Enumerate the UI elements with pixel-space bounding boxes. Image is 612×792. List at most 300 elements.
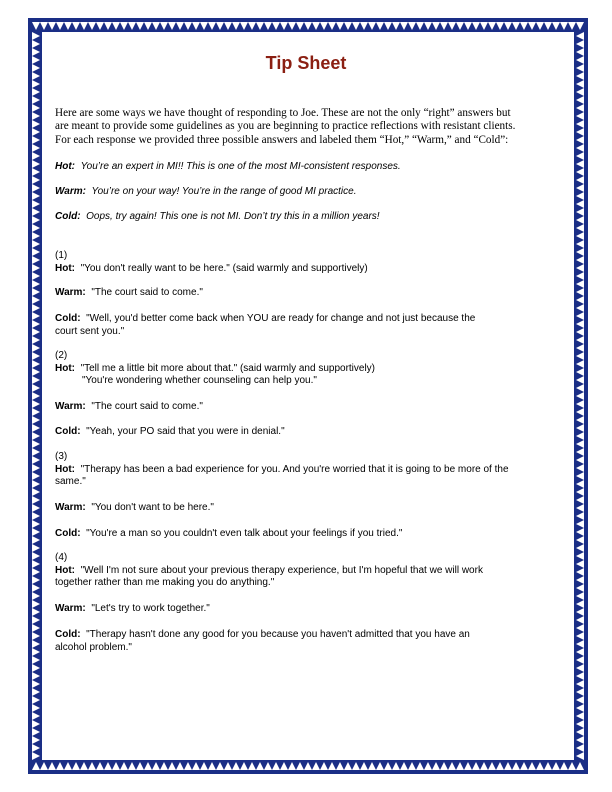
- border-triangle: [312, 22, 320, 30]
- border-triangle: [32, 184, 40, 192]
- border-triangle: [280, 762, 288, 770]
- border-triangle: [576, 728, 584, 736]
- border-triangle: [576, 456, 584, 464]
- border-triangle: [576, 224, 584, 232]
- border-triangle: [32, 112, 40, 120]
- border-triangle: [112, 762, 120, 770]
- border-triangle: [576, 576, 584, 584]
- border-triangle: [232, 762, 240, 770]
- border-triangle: [576, 736, 584, 744]
- border-triangle: [200, 762, 208, 770]
- border-triangle: [576, 400, 584, 408]
- hot-text: "Tell me a little bit more about that." (said warmly and supportively): [80, 362, 376, 374]
- border-triangle: [32, 32, 40, 40]
- cold-text-cont: court sent you.": [55, 325, 125, 337]
- rating-warm: [55, 186, 356, 197]
- border-triangle: [264, 22, 272, 30]
- warm-text: "The court said to come.": [91, 401, 203, 412]
- border-triangle: [576, 680, 584, 688]
- rating-hot-label: Hot:: [55, 161, 75, 172]
- example-number: (4): [55, 552, 68, 563]
- border-triangle: [384, 762, 392, 770]
- border-triangle: [576, 256, 584, 264]
- example-1-cold: [55, 313, 560, 338]
- rating-warm-label: Warm:: [55, 186, 86, 197]
- border-triangle: [32, 720, 40, 728]
- border-triangle: [576, 616, 584, 624]
- border-triangle: [576, 424, 584, 432]
- border-triangle: [576, 520, 584, 528]
- border-triangle: [576, 272, 584, 280]
- border-triangle: [32, 592, 40, 600]
- border-triangle: [496, 22, 504, 30]
- border-triangle: [32, 632, 40, 640]
- border-triangle: [472, 22, 480, 30]
- border-triangle: [32, 336, 40, 344]
- border-triangle: [56, 762, 64, 770]
- border-triangle: [120, 22, 128, 30]
- border-triangle: [552, 762, 560, 770]
- border-triangle: [128, 22, 136, 30]
- border-triangle: [576, 368, 584, 376]
- border-triangle: [56, 22, 64, 30]
- hot-label: Hot:: [55, 262, 75, 274]
- hot-label: Hot:: [55, 564, 75, 576]
- border-triangle: [328, 22, 336, 30]
- border-triangle: [576, 480, 584, 488]
- border-triangle: [32, 168, 40, 176]
- border-triangle: [576, 240, 584, 248]
- border-triangle: [256, 762, 264, 770]
- border-triangle: [32, 762, 40, 770]
- border-triangle: [32, 216, 40, 224]
- border-triangle: [32, 408, 40, 416]
- border-triangle: [32, 40, 40, 48]
- border-triangle: [192, 762, 200, 770]
- border-triangle: [32, 600, 40, 608]
- border-triangle: [32, 728, 40, 736]
- border-triangle: [64, 22, 72, 30]
- example-4-cold: [55, 629, 560, 654]
- border-triangle: [576, 176, 584, 184]
- border-triangle: [576, 264, 584, 272]
- border-triangle: [32, 456, 40, 464]
- border-triangle: [184, 762, 192, 770]
- border-triangle: [576, 328, 584, 336]
- border-triangle: [576, 448, 584, 456]
- border-triangle: [576, 408, 584, 416]
- border-triangle: [224, 762, 232, 770]
- border-triangle: [32, 688, 40, 696]
- border-triangle: [240, 762, 248, 770]
- border-triangle: [32, 544, 40, 552]
- border-triangle: [96, 762, 104, 770]
- border-triangle: [72, 762, 80, 770]
- border-triangle: [32, 152, 40, 160]
- border-triangle: [576, 472, 584, 480]
- border-triangle: [32, 712, 40, 720]
- border-triangle: [576, 560, 584, 568]
- border-triangle: [32, 536, 40, 544]
- hot-response: [55, 263, 560, 276]
- border-triangle: [576, 496, 584, 504]
- border-triangle: [536, 22, 544, 30]
- border-triangle: [576, 392, 584, 400]
- border-triangle: [32, 616, 40, 624]
- border-triangle: [440, 762, 448, 770]
- border-triangle: [576, 608, 584, 616]
- border-triangle: [576, 432, 584, 440]
- border-triangle: [32, 472, 40, 480]
- border-triangle: [576, 584, 584, 592]
- border-triangle: [32, 744, 40, 752]
- border-triangle: [576, 600, 584, 608]
- border-triangle: [448, 762, 456, 770]
- border-triangle: [576, 120, 584, 128]
- border-triangle: [304, 22, 312, 30]
- border-triangle: [576, 216, 584, 224]
- border-triangle: [520, 762, 528, 770]
- cold-label: Cold:: [55, 629, 81, 640]
- border-triangle: [80, 762, 88, 770]
- hot-text-cont: same.": [55, 476, 86, 488]
- border-triangle: [576, 320, 584, 328]
- border-triangle: [576, 720, 584, 728]
- hot-text: "Therapy has been a bad experience for you. And you're worried that it is going to be more of the: [80, 463, 509, 475]
- border-triangle: [576, 128, 584, 136]
- border-triangle: [32, 520, 40, 528]
- border-triangle: [32, 88, 40, 96]
- border-triangle: [184, 22, 192, 30]
- border-triangle: [576, 88, 584, 96]
- border-triangle: [472, 762, 480, 770]
- border-triangle: [192, 22, 200, 30]
- border-triangle: [32, 696, 40, 704]
- rating-cold: [55, 211, 380, 222]
- border-triangle: [480, 762, 488, 770]
- border-triangle: [464, 22, 472, 30]
- border-triangle: [32, 480, 40, 488]
- border-triangle: [520, 22, 528, 30]
- border-triangle: [352, 762, 360, 770]
- border-triangle: [528, 762, 536, 770]
- border-triangle: [32, 680, 40, 688]
- example-2: [55, 350, 560, 388]
- border-triangle: [576, 504, 584, 512]
- border-triangle: [32, 320, 40, 328]
- border-triangle: [336, 762, 344, 770]
- border-triangle: [384, 22, 392, 30]
- border-triangle: [576, 376, 584, 384]
- border-triangle: [576, 528, 584, 536]
- border-triangle: [320, 22, 328, 30]
- border-triangle: [504, 762, 512, 770]
- border-triangle: [576, 280, 584, 288]
- page-title: Tip Sheet: [265, 53, 347, 73]
- hot-label: Hot:: [55, 362, 75, 374]
- border-triangle: [344, 762, 352, 770]
- border-triangle: [32, 512, 40, 520]
- border-triangle: [480, 22, 488, 30]
- example-2-warm: [55, 401, 560, 414]
- border-triangle: [512, 762, 520, 770]
- border-triangle: [32, 360, 40, 368]
- rating-hot-text: You’re an expert in MI!! This is one of the most MI-consistent responses.: [80, 161, 401, 172]
- hot-text: "You don't really want to be here." (said warmly and supportively): [80, 262, 368, 274]
- hot-text: "Well I'm not sure about your previous therapy experience, but I'm hopeful that we will work: [80, 564, 483, 576]
- hot-label: Hot:: [55, 463, 75, 475]
- border-triangle: [336, 22, 344, 30]
- border-triangle: [576, 624, 584, 632]
- border-triangle: [576, 744, 584, 752]
- border-triangle: [504, 22, 512, 30]
- border-triangle: [576, 152, 584, 160]
- border-triangle: [32, 192, 40, 200]
- border-triangle: [32, 200, 40, 208]
- border-triangle: [368, 762, 376, 770]
- border-triangle: [240, 22, 248, 30]
- border-triangle: [104, 762, 112, 770]
- warm-text: "The court said to come.": [91, 287, 203, 298]
- border-triangle: [32, 240, 40, 248]
- border-triangle: [160, 762, 168, 770]
- border-triangle: [576, 200, 584, 208]
- border-triangle: [232, 22, 240, 30]
- border-triangle: [288, 22, 296, 30]
- border-triangle: [32, 368, 40, 376]
- border-triangle: [304, 762, 312, 770]
- border-triangle: [416, 22, 424, 30]
- border-triangle: [200, 22, 208, 30]
- border-triangle: [32, 528, 40, 536]
- example-3-cold: [55, 528, 560, 541]
- border-triangle: [136, 762, 144, 770]
- border-triangle: [424, 762, 432, 770]
- border-triangle: [576, 184, 584, 192]
- border-triangle: [552, 22, 560, 30]
- border-triangle: [576, 440, 584, 448]
- example-1: [55, 250, 560, 275]
- border-triangle: [32, 232, 40, 240]
- border-triangle: [32, 672, 40, 680]
- border-triangle: [328, 762, 336, 770]
- example-3-warm: [55, 502, 560, 515]
- border-triangle: [32, 288, 40, 296]
- border-triangle: [32, 104, 40, 112]
- border-triangle: [32, 576, 40, 584]
- warm-label: Warm:: [55, 287, 86, 298]
- border-triangle: [352, 22, 360, 30]
- border-triangle: [408, 22, 416, 30]
- border-triangle: [576, 352, 584, 360]
- border-triangle: [32, 304, 40, 312]
- border-triangle: [576, 568, 584, 576]
- border-triangle: [440, 22, 448, 30]
- border-triangle: [32, 400, 40, 408]
- border-triangle: [536, 762, 544, 770]
- example-1-warm: [55, 287, 560, 300]
- border-triangle: [576, 640, 584, 648]
- border-triangle: [360, 22, 368, 30]
- border-triangle: [32, 752, 40, 760]
- border-triangle: [32, 504, 40, 512]
- example-4: [55, 552, 560, 590]
- border-triangle: [224, 22, 232, 30]
- border-triangle: [360, 762, 368, 770]
- cold-label: Cold:: [55, 313, 81, 324]
- border-triangle: [392, 22, 400, 30]
- border-triangle: [32, 656, 40, 664]
- border-triangle: [208, 22, 216, 30]
- border-triangle: [32, 648, 40, 656]
- border-triangle: [32, 568, 40, 576]
- border-triangle: [576, 312, 584, 320]
- border-triangle: [272, 22, 280, 30]
- border-triangle: [32, 736, 40, 744]
- border-triangle: [208, 762, 216, 770]
- border-triangle: [456, 22, 464, 30]
- border-triangle: [576, 648, 584, 656]
- border-triangle: [48, 22, 56, 30]
- cold-label: Cold:: [55, 426, 81, 437]
- border-triangle: [576, 712, 584, 720]
- border-triangle: [32, 328, 40, 336]
- border-triangle: [80, 22, 88, 30]
- border-triangle: [32, 344, 40, 352]
- border-triangle: [312, 762, 320, 770]
- border-triangle: [120, 762, 128, 770]
- warm-text: "You don't want to be here.": [91, 502, 214, 513]
- border-triangle: [576, 96, 584, 104]
- cold-text: "Therapy hasn't done any good for you because you haven't admitted that you have an: [86, 629, 470, 640]
- border-triangle: [576, 704, 584, 712]
- border-triangle: [144, 22, 152, 30]
- border-triangle: [368, 22, 376, 30]
- border-triangle: [32, 496, 40, 504]
- border-triangle: [400, 22, 408, 30]
- border-triangle: [72, 22, 80, 30]
- border-triangle: [32, 424, 40, 432]
- border-triangle: [40, 22, 48, 30]
- border-triangle: [32, 664, 40, 672]
- border-triangle: [576, 512, 584, 520]
- border-triangle: [248, 762, 256, 770]
- border-triangle: [576, 464, 584, 472]
- border-triangle: [88, 762, 96, 770]
- border-triangle: [168, 762, 176, 770]
- border-triangle: [576, 664, 584, 672]
- warm-label: Warm:: [55, 603, 86, 614]
- example-4-warm: [55, 603, 560, 616]
- border-triangle: [248, 22, 256, 30]
- intro-line: are meant to provide some guidelines as you are beginning to practice reflections with resistant clients.: [55, 120, 516, 133]
- cold-text: "Yeah, your PO said that you were in denial.": [86, 426, 285, 437]
- border-triangle: [32, 128, 40, 136]
- border-triangle: [160, 22, 168, 30]
- border-triangle: [568, 22, 576, 30]
- border-triangle: [216, 22, 224, 30]
- border-triangle: [392, 762, 400, 770]
- border-triangle: [432, 762, 440, 770]
- warm-label: Warm:: [55, 401, 86, 412]
- border-triangle: [424, 22, 432, 30]
- example-2-cold: [55, 426, 560, 439]
- border-triangle: [576, 544, 584, 552]
- example-3: [55, 451, 560, 489]
- border-triangle: [576, 696, 584, 704]
- border-triangle: [576, 288, 584, 296]
- border-triangle: [512, 22, 520, 30]
- rating-hot: [55, 161, 401, 172]
- border-triangle: [32, 376, 40, 384]
- warm-label: Warm:: [55, 502, 86, 513]
- cold-text: "Well, you'd better come back when YOU are ready for change and not just because the: [86, 313, 476, 324]
- example-number: (2): [55, 350, 68, 361]
- border-triangle: [576, 136, 584, 144]
- border-triangle: [400, 762, 408, 770]
- border-triangle: [576, 592, 584, 600]
- border-triangle: [576, 536, 584, 544]
- border-triangle: [296, 762, 304, 770]
- border-triangle: [32, 584, 40, 592]
- border-triangle: [456, 762, 464, 770]
- warm-text: "Let's try to work together.": [91, 603, 210, 614]
- cold-text: "You're a man so you couldn't even talk about your feelings if you tried.": [86, 528, 403, 539]
- border-triangle: [376, 22, 384, 30]
- border-triangle: [32, 464, 40, 472]
- border-triangle: [488, 762, 496, 770]
- border-triangle: [32, 384, 40, 392]
- border-triangle: [544, 762, 552, 770]
- border-triangle: [176, 762, 184, 770]
- border-triangle: [576, 762, 584, 770]
- intro-paragraph: [55, 107, 555, 147]
- border-triangle: [32, 608, 40, 616]
- border-triangle: [408, 762, 416, 770]
- border-triangle: [152, 762, 160, 770]
- cold-text-cont: alcohol problem.": [55, 641, 132, 653]
- border-triangle: [32, 176, 40, 184]
- border-triangle: [168, 22, 176, 30]
- border-triangle: [32, 432, 40, 440]
- border-triangle: [576, 168, 584, 176]
- border-triangle: [32, 264, 40, 272]
- border-triangle: [32, 80, 40, 88]
- border-triangle: [576, 488, 584, 496]
- border-triangle: [112, 22, 120, 30]
- border-triangle: [576, 384, 584, 392]
- border-triangle: [576, 656, 584, 664]
- border-triangle: [576, 360, 584, 368]
- border-triangle: [32, 440, 40, 448]
- border-triangle: [560, 762, 568, 770]
- border-triangle: [280, 22, 288, 30]
- border-triangle: [32, 624, 40, 632]
- border-triangle: [576, 688, 584, 696]
- border-triangle: [32, 296, 40, 304]
- border-triangle: [528, 22, 536, 30]
- border-triangle: [32, 640, 40, 648]
- border-triangle: [152, 22, 160, 30]
- border-triangle: [296, 22, 304, 30]
- border-triangle: [32, 488, 40, 496]
- border-triangle: [576, 344, 584, 352]
- border-triangle: [576, 144, 584, 152]
- border-triangle: [272, 762, 280, 770]
- border-triangle: [320, 762, 328, 770]
- border-triangle: [88, 22, 96, 30]
- border-triangle: [264, 762, 272, 770]
